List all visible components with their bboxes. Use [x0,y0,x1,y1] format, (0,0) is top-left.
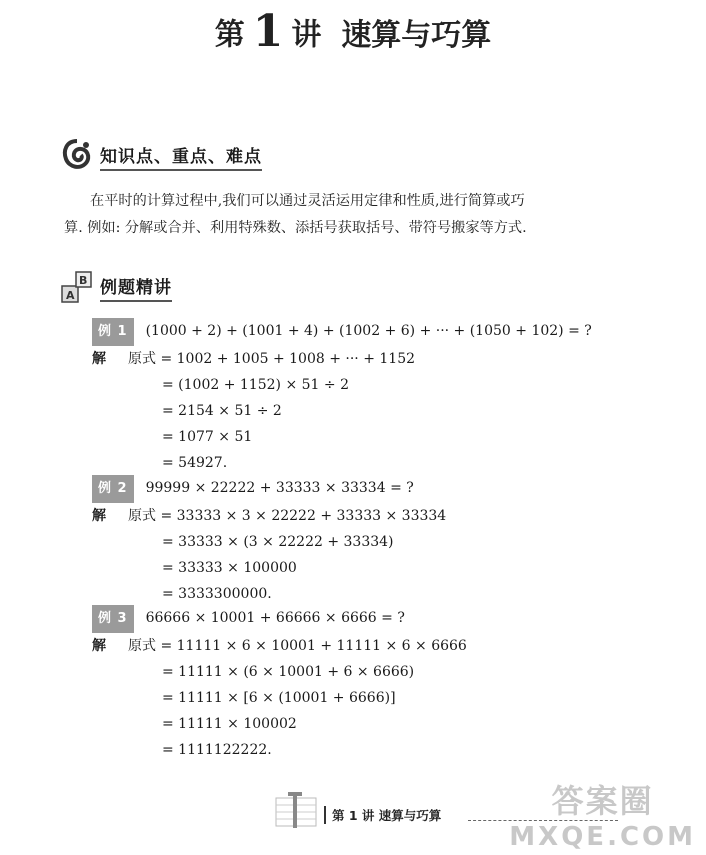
example-question: (1000 + 2) + (1001 + 4) + (1002 + 6) + ··· + (1050 + 102) = ? [145,323,592,339]
solution-label: 解 [92,508,106,524]
solution-line: = 2154 × 51 ÷ 2 [162,403,282,419]
solution-line: = 11111 × [6 × (10001 + 6666)] [162,690,396,706]
solution-line: = 11111 × 100002 [162,716,297,732]
solution-line: = 33333 × 100000 [162,560,297,576]
solution-line: = 33333 × (3 × 22222 + 33334) [162,534,394,550]
section-examples-label: 例题精讲 [100,273,172,302]
solution-label: 解 [92,351,106,367]
solution-line: = 54927. [162,455,228,471]
solution-row [92,503,446,529]
example-2 [92,475,446,607]
example-question-row [92,475,446,503]
watermark-line-2: MXQE.COM [509,822,696,852]
solution-row [92,346,592,372]
watermark [509,776,696,852]
section-knowledge-label: 知识点、重点、难点 [100,142,262,171]
solution-line: = 3333300000. [162,586,272,602]
intro-line-1: 在平时的计算过程中,我们可以通过灵活运用定律和性质,进行简算或巧 [90,193,525,209]
solution-line: 原式 = 1002 + 1005 + 1008 + ··· + 1152 [128,351,416,367]
abc-blocks-icon [60,268,94,306]
section-knowledge-header [60,134,262,178]
title-number: 1 [252,6,284,57]
example-question-row [92,318,592,346]
example-question-row [92,605,467,633]
solution-label: 解 [92,638,106,654]
title-prefix: 第 [214,17,245,53]
solution-line: = 11111 × (6 × 10001 + 6 × 6666) [162,664,415,680]
solution-line: = 1077 × 51 [162,429,253,445]
swirl-icon [60,137,94,175]
title-suffix: 讲 [291,17,322,53]
solution-line: 原式 = 11111 × 6 × 10001 + 11111 × 6 × 6666 [128,638,467,654]
solution-line: = (1002 + 1152) × 51 ÷ 2 [162,377,349,393]
example-1 [92,318,592,476]
svg-text:A: A [66,289,75,302]
intro-line-2: 算. 例如: 分解或合并、利用特殊数、添括号获取括号、带符号搬家等方式. [64,220,527,236]
page-title [0,6,706,57]
section-examples-header [60,265,172,309]
ruler-pencil-icon [268,788,324,838]
intro-paragraph [64,188,624,242]
example-question: 66666 × 10001 + 66666 × 6666 = ? [145,610,405,626]
solution-line: = 1111122222. [162,742,272,758]
svg-text:B: B [79,274,88,287]
solution-row [92,633,467,659]
title-name: 速算与巧算 [341,17,492,53]
footer-chapter-label: 第 1 讲 速算与巧算 [324,806,441,824]
watermark-line-1: 答案圈 [551,782,654,820]
example-tag: 例 3 [92,605,134,633]
example-3 [92,605,467,763]
example-tag: 例 1 [92,318,134,346]
example-question: 99999 × 22222 + 33333 × 33334 = ? [145,480,414,496]
solution-line: 原式 = 33333 × 3 × 22222 + 33333 × 33334 [128,508,447,524]
example-tag: 例 2 [92,475,134,503]
